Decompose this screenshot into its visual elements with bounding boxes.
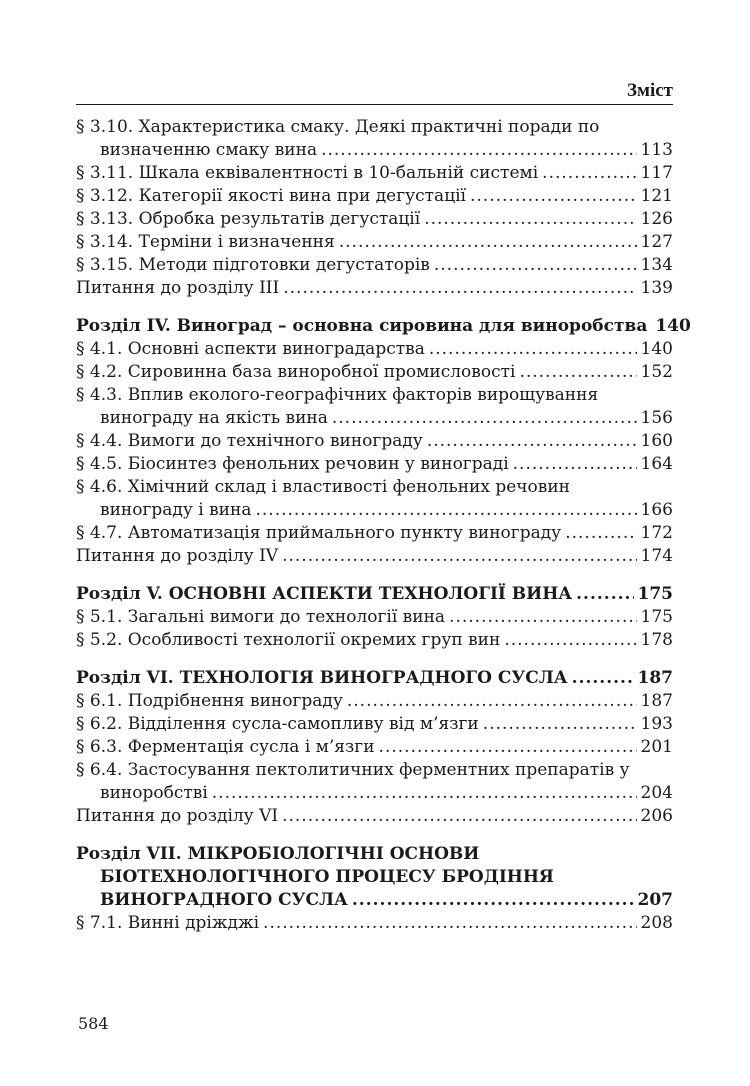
toc-page-number: 201 <box>640 737 673 757</box>
toc-entry[interactable] <box>76 384 673 430</box>
toc-entry-line <box>76 185 673 208</box>
toc-entry-line <box>76 667 673 690</box>
section-gap <box>76 300 673 315</box>
toc-page-number: 152 <box>640 362 673 382</box>
toc-entry-line <box>76 476 673 499</box>
toc-entry-title: Розділ VII. МІКРОБІОЛОГІЧНІ ОСНОВИ <box>76 844 480 864</box>
table-of-contents <box>76 116 691 935</box>
toc-entry-line <box>76 162 673 185</box>
toc-entry-line <box>76 759 673 782</box>
toc-entry-line <box>76 606 673 629</box>
section-gap <box>76 828 673 843</box>
toc-entry[interactable] <box>76 629 673 652</box>
dot-leader <box>332 407 637 430</box>
toc-entry-title: § 3.13. Обробка результатів дегустації <box>76 209 421 229</box>
toc-entry-title: Розділ V. ОСНОВНІ АСПЕКТИ ТЕХНОЛОГІЇ ВИНА <box>76 584 573 604</box>
dot-leader <box>483 713 637 736</box>
toc-entry-line <box>76 690 673 713</box>
page-number: 584 <box>78 1014 109 1033</box>
toc-page-number: 134 <box>640 255 673 275</box>
section-gap <box>76 652 673 667</box>
toc-page-number: 166 <box>640 500 673 520</box>
toc-entry-line <box>76 805 673 828</box>
toc-entry[interactable] <box>76 522 673 545</box>
dot-leader <box>504 629 636 652</box>
toc-entry[interactable] <box>76 545 673 568</box>
toc-entry[interactable] <box>76 162 673 185</box>
toc-entry-title: § 3.11. Шкала еквівалентності в 10-бальній системі <box>76 163 539 183</box>
dot-leader <box>519 361 636 384</box>
dot-leader <box>282 805 636 828</box>
toc-entry-title: § 4.7. Автоматизація приймального пункту винограду <box>76 523 562 543</box>
toc-entry-title: Розділ IV. Виноград – основна сировина для виноробства <box>76 316 648 336</box>
toc-page-number: 139 <box>640 278 673 298</box>
toc-page-number: 193 <box>640 714 673 734</box>
dot-leader <box>283 277 636 300</box>
toc-entry[interactable] <box>76 690 673 713</box>
toc-entry-line <box>76 361 673 384</box>
toc-page-number: 207 <box>637 890 673 910</box>
toc-entry-title: § 4.4. Вимоги до технічного винограду <box>76 431 423 451</box>
toc-entry-title: § 6.4. Застосування пектолитичних ферментних препаратів у <box>76 760 630 780</box>
toc-page-number: 121 <box>640 186 673 206</box>
toc-page-number: 206 <box>640 806 673 826</box>
toc-page-number: 204 <box>640 783 673 803</box>
toc-page-number: 175 <box>640 607 673 627</box>
toc-entry-title: § 3.10. Характеристика смаку. Деякі практичні поради по <box>76 117 600 137</box>
toc-entry-title: § 5.1. Загальні вимоги до технології вина <box>76 607 446 627</box>
toc-entry-title: § 6.2. Відділення сусла-самопливу від м’язги <box>76 714 479 734</box>
toc-entry-line <box>76 384 673 407</box>
toc-entry-title: § 4.5. Біосинтез фенольних речовин у винограді <box>76 454 509 474</box>
dot-leader <box>321 139 636 162</box>
toc-page-number: 117 <box>640 163 673 183</box>
dot-leader <box>542 162 636 185</box>
toc-page-number: 178 <box>640 630 673 650</box>
dot-leader <box>212 782 637 805</box>
toc-page-number: 187 <box>640 691 673 711</box>
toc-entry[interactable] <box>76 208 673 231</box>
toc-entry-line <box>76 889 673 912</box>
toc-entry-title: винограду і вина <box>100 500 252 520</box>
toc-entry[interactable] <box>76 912 673 935</box>
toc-entry-title: § 3.14. Терміни і визначення <box>76 232 335 252</box>
toc-entry-title: виноробстві <box>100 783 208 803</box>
toc-entry-line <box>76 545 673 568</box>
toc-entry-line <box>76 407 673 430</box>
dot-leader <box>434 254 637 277</box>
toc-entry[interactable] <box>76 713 673 736</box>
dot-leader <box>282 545 636 568</box>
toc-entry-title: Питання до розділу III <box>76 278 280 298</box>
toc-entry[interactable] <box>76 116 673 162</box>
toc-entry-line <box>76 736 673 759</box>
toc-entry[interactable] <box>76 606 673 629</box>
toc-page-number: 156 <box>640 408 673 428</box>
toc-entry-line <box>76 866 673 889</box>
dot-leader <box>449 606 636 629</box>
dot-leader <box>255 499 636 522</box>
toc-entry-title: § 4.6. Хімічний склад і властивості фенольних речовин <box>76 477 570 497</box>
toc-entry-title: § 5.2. Особливості технології окремих груп вин <box>76 630 501 650</box>
toc-entry-line <box>76 453 673 476</box>
toc-entry[interactable] <box>76 476 673 522</box>
toc-entry[interactable] <box>76 231 673 254</box>
toc-page-number: 175 <box>637 584 673 604</box>
toc-page-number: 208 <box>640 913 673 933</box>
toc-entry-title: винограду на якість вина <box>100 408 328 428</box>
dot-leader <box>352 889 634 912</box>
dot-leader <box>565 522 636 545</box>
toc-entry-line <box>76 116 673 139</box>
header-title: Зміст <box>626 80 673 101</box>
toc-entry[interactable] <box>76 736 673 759</box>
toc-entry[interactable] <box>76 759 673 805</box>
toc-page-number: 187 <box>637 668 673 688</box>
toc-entry-title: § 7.1. Винні дріжджі <box>76 913 260 933</box>
toc-page-number: 140 <box>655 316 691 336</box>
toc-entry-title: § 6.1. Подрібнення винограду <box>76 691 343 711</box>
toc-entry-title: § 4.2. Сировинна база виноробної промисловості <box>76 362 516 382</box>
toc-entry-line <box>76 583 673 606</box>
dot-leader <box>576 583 633 606</box>
dot-leader <box>347 690 637 713</box>
toc-entry-title: § 6.3. Ферментація сусла і м’язги <box>76 737 375 757</box>
toc-entry[interactable] <box>76 338 673 361</box>
toc-entry-line <box>76 843 673 866</box>
toc-entry[interactable] <box>76 430 673 453</box>
toc-entry-line <box>76 430 673 453</box>
toc-entry-title: § 3.12. Категорії якості вина при дегустації <box>76 186 466 206</box>
toc-entry-title: Питання до розділу IV <box>76 546 279 566</box>
toc-entry-line <box>76 912 673 935</box>
dot-leader <box>379 736 637 759</box>
toc-entry-line <box>76 208 673 231</box>
toc-entry-line <box>76 713 673 736</box>
toc-chapter-entry[interactable] <box>76 583 673 606</box>
toc-entry[interactable] <box>76 805 673 828</box>
toc-entry-title: § 4.1. Основні аспекти виноградарства <box>76 339 425 359</box>
toc-entry-line <box>76 338 673 361</box>
toc-page-number: 127 <box>640 232 673 252</box>
dot-leader <box>424 208 636 231</box>
toc-entry-title: § 4.3. Вплив еколого-географічних факторів вирощування <box>76 385 599 405</box>
dot-leader <box>427 430 637 453</box>
toc-entry-line <box>76 782 673 805</box>
toc-entry-line <box>76 277 673 300</box>
toc-entry-line <box>76 629 673 652</box>
toc-entry-title: визначенню смаку вина <box>100 140 318 160</box>
toc-entry[interactable] <box>76 453 673 476</box>
toc-entry-title: БІОТЕХНОЛОГІЧНОГО ПРОЦЕСУ БРОДІННЯ <box>100 867 554 887</box>
dot-leader <box>429 338 637 361</box>
toc-entry-line <box>76 315 691 338</box>
dot-leader <box>263 912 637 935</box>
dot-leader <box>572 667 634 690</box>
toc-chapter-entry[interactable] <box>76 843 673 912</box>
toc-page-number: 174 <box>640 546 673 566</box>
toc-entry[interactable] <box>76 361 673 384</box>
toc-page-number: 126 <box>640 209 673 229</box>
section-gap <box>76 568 673 583</box>
toc-entry-title: Питання до розділу VI <box>76 806 279 826</box>
toc-entry-title: Розділ VI. ТЕХНОЛОГІЯ ВИНОГРАДНОГО СУСЛА <box>76 668 568 688</box>
toc-entry-line <box>76 231 673 254</box>
dot-leader <box>470 185 637 208</box>
toc-chapter-entry[interactable] <box>76 315 691 338</box>
toc-entry[interactable] <box>76 185 673 208</box>
toc-page-number: 160 <box>640 431 673 451</box>
toc-entry-line <box>76 139 673 162</box>
toc-chapter-entry[interactable] <box>76 667 673 690</box>
toc-entry-title: ВИНОГРАДНОГО СУСЛА <box>100 890 348 910</box>
toc-page-number: 172 <box>640 523 673 543</box>
toc-entry[interactable] <box>76 277 673 300</box>
dot-leader <box>339 231 637 254</box>
toc-page-number: 113 <box>640 140 673 160</box>
toc-entry-line <box>76 522 673 545</box>
toc-entry-line <box>76 254 673 277</box>
toc-entry-line <box>76 499 673 522</box>
toc-page-number: 140 <box>640 339 673 359</box>
toc-entry[interactable] <box>76 254 673 277</box>
dot-leader <box>513 453 637 476</box>
toc-page-number: 164 <box>640 454 673 474</box>
running-header <box>76 80 673 105</box>
toc-entry-title: § 3.15. Методи підготовки дегустаторів <box>76 255 430 275</box>
